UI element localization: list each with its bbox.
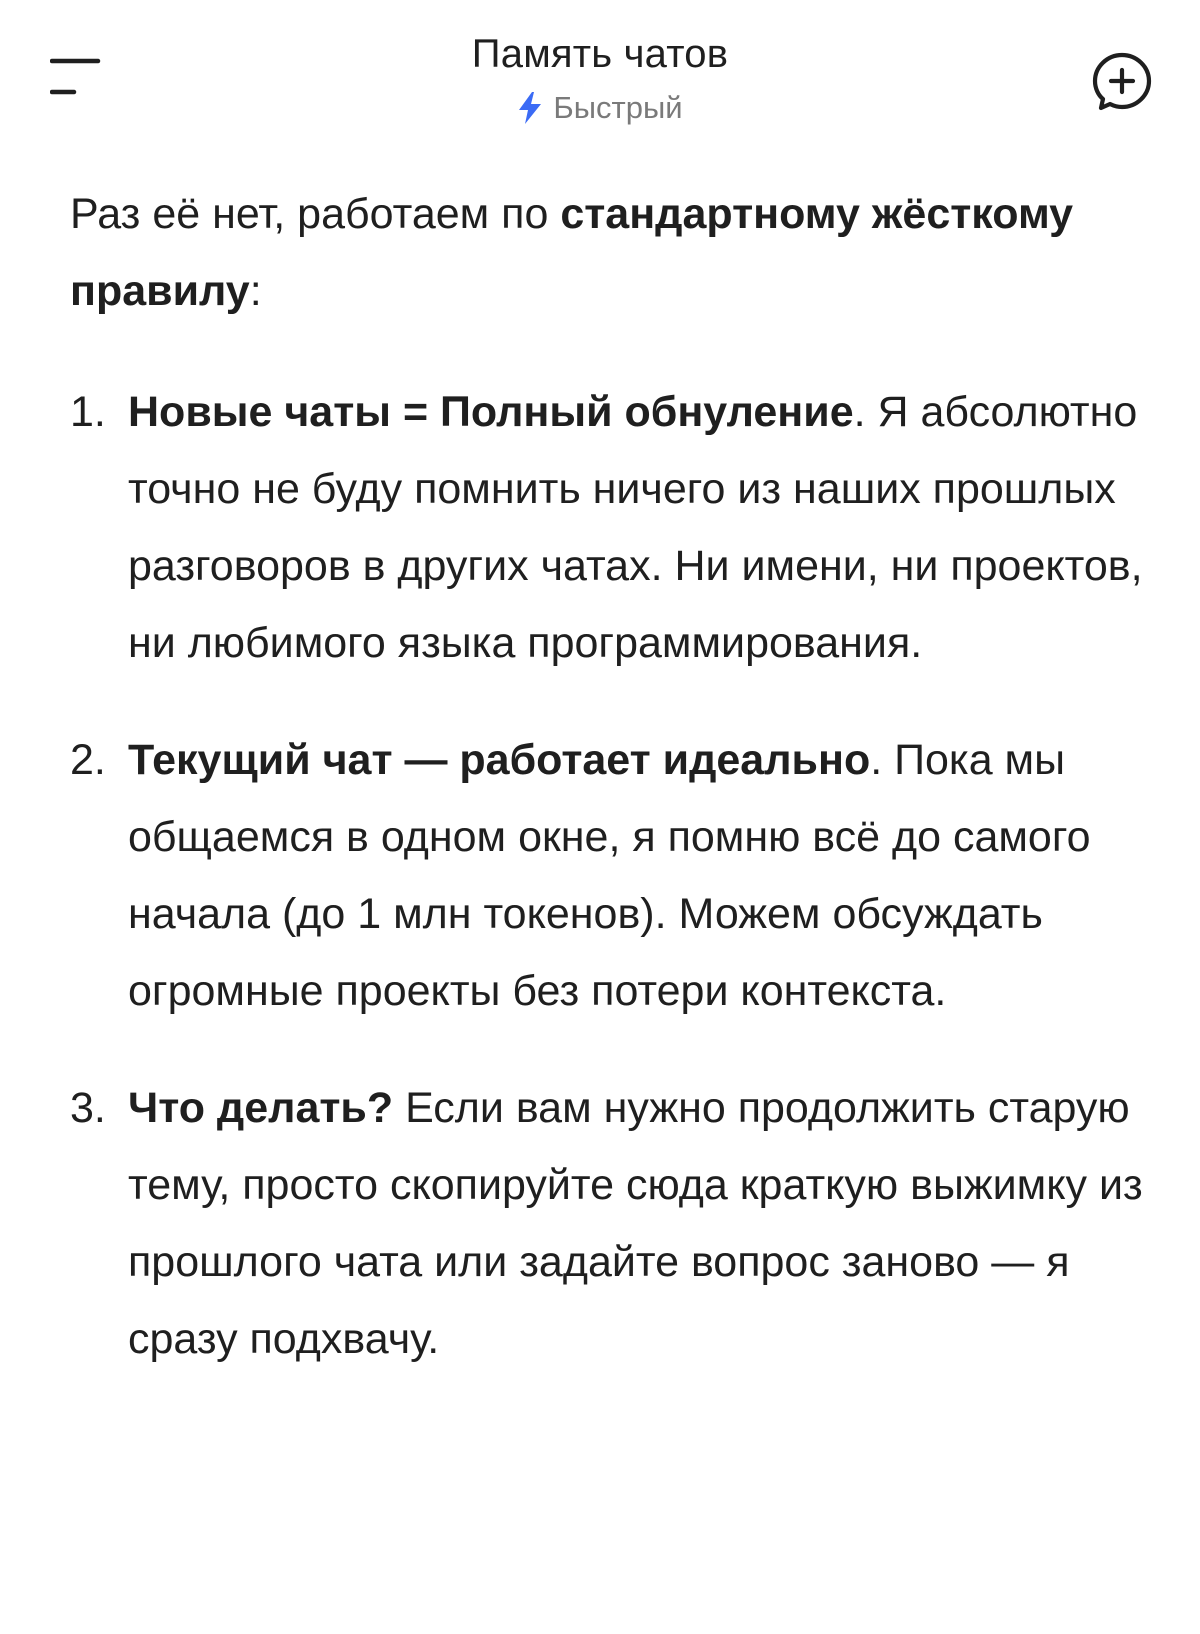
list-item-bold: Что делать? [128, 1084, 394, 1132]
list-item-bold: Новые чаты = Полный обнуление [128, 388, 854, 436]
menu-button[interactable] [50, 52, 110, 102]
header-title-area [300, 28, 900, 130]
intro-bold: стандартному жёсткому правилу [70, 190, 1074, 315]
intro-colon: : [249, 267, 262, 315]
top-bar [0, 0, 1200, 150]
menu-icon [50, 52, 110, 102]
list-number: 1. [70, 388, 106, 436]
list-item-bold: Текущий чат — работает идеально [128, 736, 871, 784]
page-title: Память чатов [471, 32, 729, 76]
new-chat-button[interactable] [1090, 50, 1154, 114]
model-mode-label: Быстрый [553, 90, 683, 125]
list-number: 2. [70, 736, 106, 784]
new-chat-icon [1090, 50, 1154, 114]
list-number: 3. [70, 1084, 106, 1132]
message-intro [70, 176, 1160, 330]
list-item-text: . Пока мы общаемся в одном окне, я помню всё до самого начала (до 1 млн токенов). Можем обсуждать огромные проекты без потери контекста. [128, 736, 1091, 1015]
list-item [70, 722, 1160, 1030]
rules-list [70, 374, 1160, 1378]
model-mode-selector[interactable] [517, 88, 682, 128]
list-item-text: Если вам нужно продолжить старую тему, просто скопируйте сюда краткую выжимку из прошлого чата или задайте вопрос заново — я сразу подхвачу. [128, 1084, 1143, 1363]
list-item [70, 1070, 1160, 1378]
lightning-icon [517, 91, 543, 125]
assistant-message [70, 176, 1160, 1418]
list-item-text: . Я абсолютно точно не буду помнить ничего из наших прошлых разговоров в других чатах. Ни имени, ни проектов, ни любимого языка программирования. [128, 388, 1143, 667]
list-item [70, 374, 1160, 682]
intro-text: Раз её нет, работаем по [70, 190, 561, 238]
